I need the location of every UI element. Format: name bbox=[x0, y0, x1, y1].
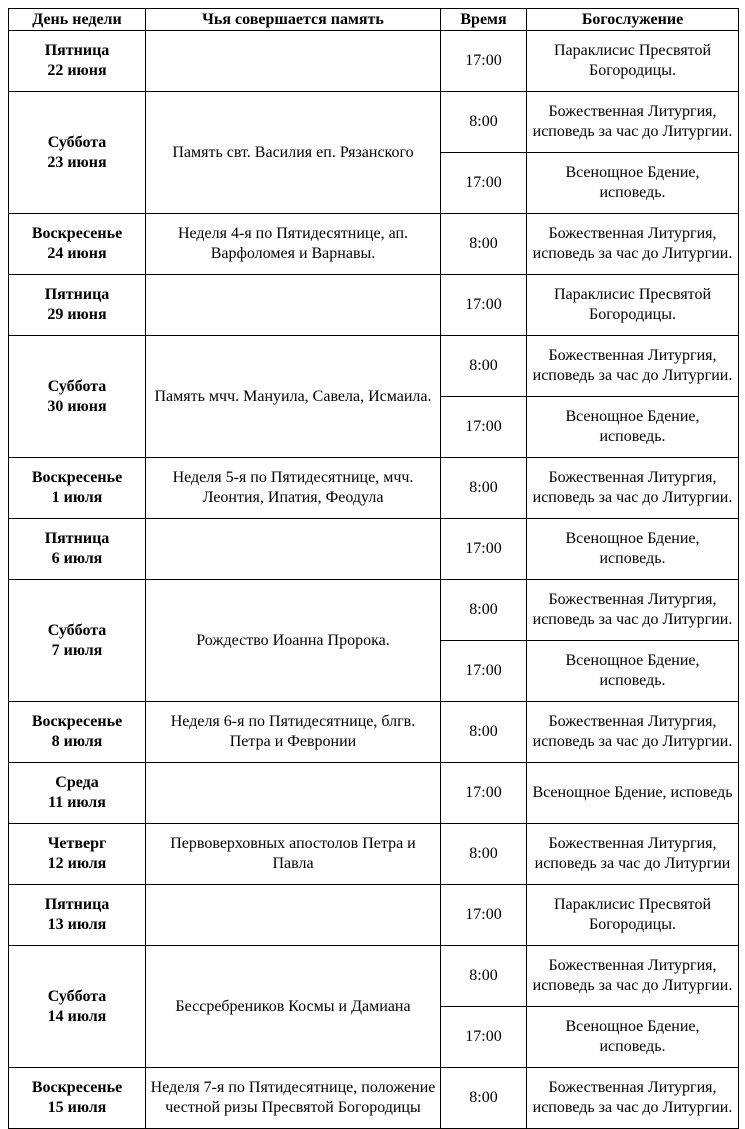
schedule-table bbox=[8, 8, 739, 1129]
memory-cell: Бессребреников Космы и Дамиана bbox=[146, 946, 441, 1068]
weekday-label: Воскресенье bbox=[31, 469, 123, 486]
table-row bbox=[9, 824, 739, 885]
time-cell: 8:00 bbox=[441, 824, 527, 885]
day-cell bbox=[9, 946, 146, 1068]
time-cell: 8:00 bbox=[441, 92, 527, 153]
date-label: 15 июля bbox=[47, 1099, 107, 1116]
table-row bbox=[9, 519, 739, 580]
weekday-label: Пятница bbox=[44, 896, 110, 913]
time-cell: 17:00 bbox=[441, 763, 527, 824]
date-label: 23 июня bbox=[47, 153, 107, 171]
day-cell bbox=[9, 458, 146, 519]
table-row bbox=[9, 31, 739, 92]
time-cell: 17:00 bbox=[441, 1007, 527, 1068]
table-row bbox=[9, 92, 739, 153]
service-cell: Параклисис Пресвятой Богородицы. bbox=[527, 31, 739, 92]
date-label: 7 июля bbox=[51, 641, 103, 659]
time-cell: 8:00 bbox=[441, 336, 527, 397]
service-cell: Божественная Литургия, исповедь за час до Литургии bbox=[527, 824, 739, 885]
date-label: 1 июля bbox=[51, 489, 103, 506]
date-label: 22 июня bbox=[47, 62, 107, 79]
day-cell bbox=[9, 580, 146, 702]
weekday-label: Суббота bbox=[47, 987, 107, 1005]
service-cell: Божественная Литургия, исповедь за час до Литургии. bbox=[527, 92, 739, 153]
time-cell: 8:00 bbox=[441, 1068, 527, 1129]
weekday-label: Пятница bbox=[44, 530, 110, 547]
date-label: 12 июля bbox=[47, 855, 107, 872]
service-cell: Всенощное Бдение, исповедь bbox=[527, 763, 739, 824]
header-time: Время bbox=[441, 9, 527, 31]
weekday-label: Воскресенье bbox=[31, 225, 123, 242]
service-cell: Божественная Литургия, исповедь за час до Литургии. bbox=[527, 458, 739, 519]
time-cell: 17:00 bbox=[441, 31, 527, 92]
date-label: 8 июля bbox=[51, 733, 103, 750]
day-cell bbox=[9, 336, 146, 458]
weekday-label: Воскресенье bbox=[31, 1079, 123, 1096]
service-cell: Параклисис Пресвятой Богородицы. bbox=[527, 275, 739, 336]
table-row bbox=[9, 946, 739, 1007]
time-cell: 8:00 bbox=[441, 458, 527, 519]
service-cell: Божественная Литургия, исповедь за час до Литургии. bbox=[527, 336, 739, 397]
time-cell: 8:00 bbox=[441, 214, 527, 275]
date-label: 30 июня bbox=[47, 397, 107, 415]
schedule-body bbox=[9, 31, 739, 1129]
header-service: Богослужение bbox=[527, 9, 739, 31]
weekday-label: Пятница bbox=[44, 286, 110, 303]
table-row bbox=[9, 885, 739, 946]
memory-cell bbox=[146, 275, 441, 336]
header-day: День недели bbox=[9, 9, 146, 31]
weekday-label: Воскресенье bbox=[31, 713, 123, 730]
memory-cell bbox=[146, 763, 441, 824]
weekday-label: Среда bbox=[55, 774, 99, 791]
table-row bbox=[9, 580, 739, 641]
memory-cell: Неделя 4-я по Пятидесятнице, ап. Варфоломея и Варнавы. bbox=[146, 214, 441, 275]
day-cell bbox=[9, 92, 146, 214]
date-label: 24 июня bbox=[47, 245, 107, 262]
day-cell bbox=[9, 275, 146, 336]
time-cell: 17:00 bbox=[441, 275, 527, 336]
service-cell: Божественная Литургия, исповедь за час до Литургии. bbox=[527, 214, 739, 275]
weekday-label: Пятница bbox=[44, 42, 110, 59]
table-row bbox=[9, 702, 739, 763]
service-cell: Всенощное Бдение, исповедь. bbox=[527, 519, 739, 580]
memory-cell bbox=[146, 885, 441, 946]
header-row bbox=[9, 9, 739, 31]
day-cell bbox=[9, 1068, 146, 1129]
time-cell: 8:00 bbox=[441, 946, 527, 1007]
memory-cell: Память мчч. Мануила, Савела, Исмаила. bbox=[146, 336, 441, 458]
service-cell: Божественная Литургия, исповедь за час до Литургии. bbox=[527, 946, 739, 1007]
table-row bbox=[9, 336, 739, 397]
day-cell bbox=[9, 702, 146, 763]
memory-cell: Неделя 7-я по Пятидесятнице, положение честной ризы Пресвятой Богородицы bbox=[146, 1068, 441, 1129]
memory-cell: Неделя 6-я по Пятидесятнице, блгв. Петра и Февронии bbox=[146, 702, 441, 763]
time-cell: 17:00 bbox=[441, 519, 527, 580]
header-memory: Чья совершается память bbox=[146, 9, 441, 31]
day-cell bbox=[9, 824, 146, 885]
memory-cell: Неделя 5-я по Пятидесятнице, мчч. Леонтия, Ипатия, Феодула bbox=[146, 458, 441, 519]
day-cell bbox=[9, 31, 146, 92]
weekday-label: Суббота bbox=[47, 621, 107, 639]
time-cell: 17:00 bbox=[441, 397, 527, 458]
service-cell: Божественная Литургия, исповедь за час до Литургии. bbox=[527, 1068, 739, 1129]
day-cell bbox=[9, 519, 146, 580]
table-row bbox=[9, 763, 739, 824]
date-label: 13 июля bbox=[47, 916, 107, 933]
time-cell: 17:00 bbox=[441, 153, 527, 214]
weekday-label: Четверг bbox=[47, 835, 107, 852]
time-cell: 17:00 bbox=[441, 641, 527, 702]
day-cell bbox=[9, 885, 146, 946]
memory-cell bbox=[146, 31, 441, 92]
table-row bbox=[9, 1068, 739, 1129]
day-cell bbox=[9, 214, 146, 275]
table-row bbox=[9, 458, 739, 519]
service-cell: Всенощное Бдение, исповедь. bbox=[527, 641, 739, 702]
time-cell: 8:00 bbox=[441, 702, 527, 763]
service-cell: Всенощное Бдение, исповедь. bbox=[527, 1007, 739, 1068]
memory-cell: Рождество Иоанна Пророка. bbox=[146, 580, 441, 702]
table-row bbox=[9, 275, 739, 336]
table-row bbox=[9, 214, 739, 275]
weekday-label: Суббота bbox=[47, 377, 107, 395]
time-cell: 8:00 bbox=[441, 580, 527, 641]
date-label: 14 июля bbox=[47, 1007, 107, 1025]
service-cell: Параклисис Пресвятой Богородицы. bbox=[527, 885, 739, 946]
service-cell: Божественная Литургия, исповедь за час до Литургии. bbox=[527, 580, 739, 641]
date-label: 6 июля bbox=[51, 550, 103, 567]
service-cell: Всенощное Бдение, исповедь. bbox=[527, 153, 739, 214]
date-label: 29 июня bbox=[47, 306, 107, 323]
service-cell: Божественная Литургия, исповедь за час до Литургии. bbox=[527, 702, 739, 763]
service-cell: Всенощное Бдение, исповедь. bbox=[527, 397, 739, 458]
day-cell bbox=[9, 763, 146, 824]
memory-cell: Память свт. Василия еп. Рязанского bbox=[146, 92, 441, 214]
time-cell: 17:00 bbox=[441, 885, 527, 946]
memory-cell: Первоверховных апостолов Петра и Павла bbox=[146, 824, 441, 885]
weekday-label: Суббота bbox=[47, 133, 107, 151]
date-label: 11 июля bbox=[48, 794, 106, 811]
memory-cell bbox=[146, 519, 441, 580]
